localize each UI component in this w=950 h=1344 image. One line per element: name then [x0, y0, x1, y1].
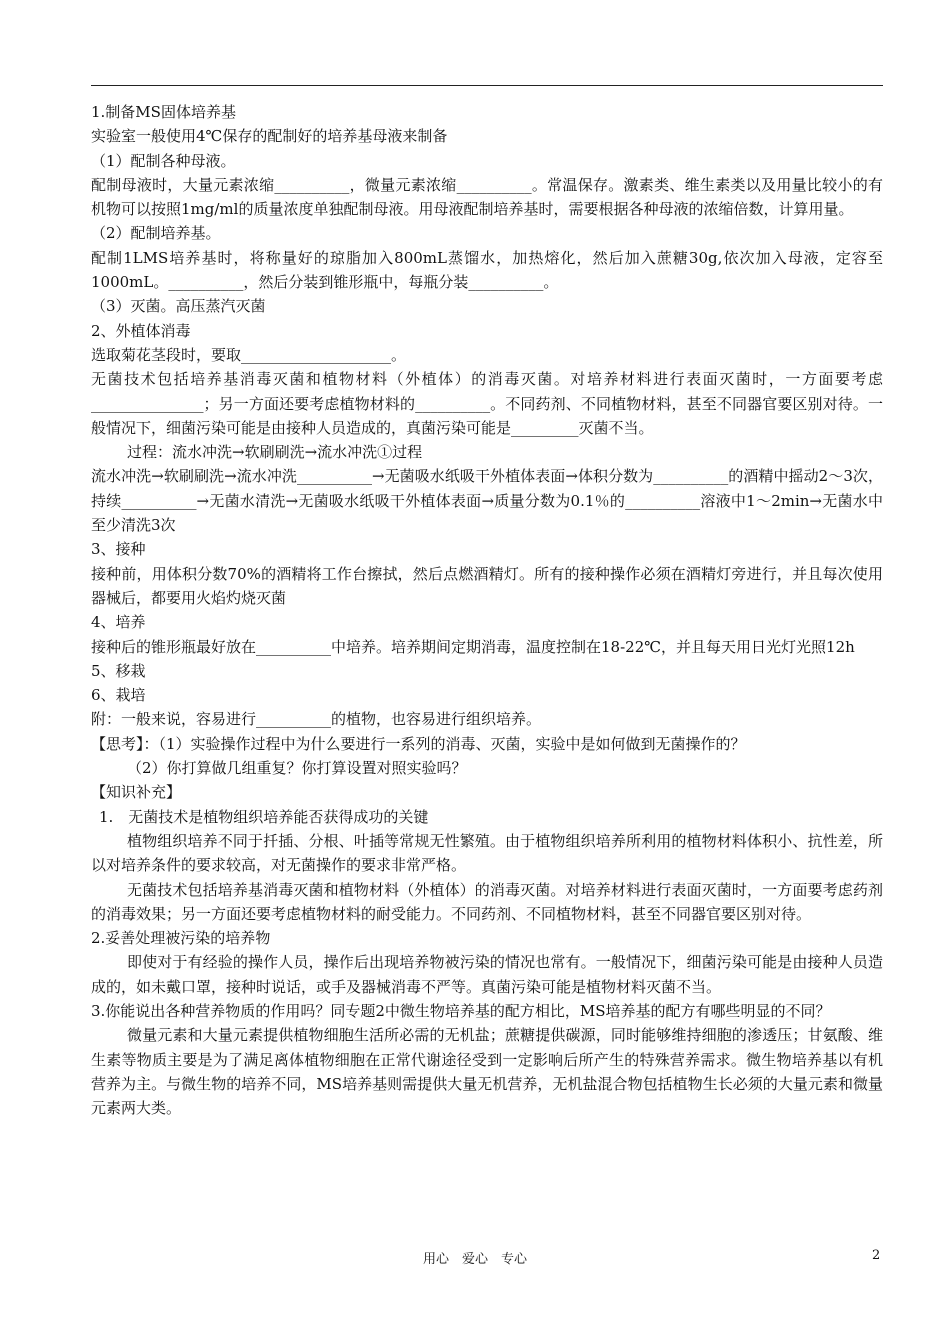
- knowledge-item-heading: 3.你能说出各种营养物质的作用吗？同专题2中微生物培养基的配方相比，MS培养基的配方有哪些明显的不同？: [91, 1001, 831, 1020]
- section-heading-prepare-ms: 1.制备MS固体培养基: [91, 103, 236, 121]
- paragraph: 无菌技术包括培养基消毒灭菌和植物材料（外植体）的消毒灭菌。对培养材料进行表面灭菌时，一方面要考虑_______________；另一方面还要考虑植物材料的__________。不同药剂、不同植物材料，甚至不同器官要区别对待。一般情况下，细菌污染可能是由接种人员造成的，真菌污染可能是_________灭菌不当。: [91, 370, 883, 437]
- knowledge-item-heading: 1. 无菌技术是植物组织培养能否获得成功的关键: [99, 807, 429, 826]
- paragraph: 接种前，用体积分数70%的酒精将工作台擦拭，然后点燃酒精灯。所有的接种操作必须在酒精灯旁进行，并且每次使用器械后，都要用火焰灼烧灭菌: [91, 564, 883, 607]
- knowledge-item-heading: 2.妥善处理被污染的培养物: [91, 929, 271, 948]
- section-heading-inoculation: 3、接种: [91, 540, 146, 559]
- document-body: [91, 100, 883, 1120]
- thinking-question: 【思考】：（1）实验操作过程中为什么要进行一系列的消毒、灭菌，实验中是如何做到无菌操作的？: [91, 734, 746, 753]
- knowledge-heading: 【知识补充】: [91, 783, 182, 802]
- section-heading-disinfection: 2、外植体消毒: [91, 321, 191, 340]
- section-heading-cultivation: 6、栽培: [91, 686, 146, 705]
- paragraph: 无菌技术包括培养基消毒灭菌和植物材料（外植体）的消毒灭菌。对培养材料进行表面灭菌时，一方面要考虑药剂的消毒效果；另一方面还要考虑植物材料的耐受能力。不同药剂、不同植物材料，甚至不同器官要区别对待。: [91, 880, 883, 923]
- footer-motto: 用心 爱心 专心: [422, 1252, 527, 1267]
- subheading: （2）配制培养基。: [91, 224, 221, 243]
- paragraph: 配制母液时，大量元素浓缩__________，微量元素浓缩__________。常温保存。激素类、维生素类以及用量比较小的有机物可以按照1mg/ml的质量浓度单独配制母液。用母液配制培养基时，需要根据各种母液的浓缩倍数，计算用量。: [91, 175, 883, 219]
- paragraph: 附：一般来说，容易进行__________的植物，也容易进行组织培养。: [91, 710, 542, 729]
- section-heading-culture: 4、培养: [91, 613, 146, 632]
- paragraph: 植物组织培养不同于扦插、分根、叶插等常规无性繁殖。由于植物组织培养所利用的植物材料体积小、抗性差，所以对培养条件的要求较高，对无菌操作的要求非常严格。: [91, 831, 883, 875]
- subheading: （1）配制各种母液。: [91, 151, 236, 170]
- subheading: （3）灭菌。高压蒸汽灭菌: [91, 297, 266, 316]
- header-rule: [91, 85, 883, 86]
- paragraph: 流水冲洗→软刷刷洗→流水冲洗__________→无菌吸水纸吸干外植体表面→体积分数为__________的酒精中摇动2～3次，持续__________→无菌水清洗→无菌吸水纸吸干外植体表面→质量分数为0.1％的__________溶液中1～2min→无菌水中至少清洗3次: [91, 467, 883, 535]
- paragraph: 接种后的锥形瓶最好放在__________中培养。培养期间定期消毒，温度控制在18-22℃，并且每天用日光灯光照12h: [91, 637, 855, 656]
- paragraph: 微量元素和大量元素提供植物细胞生活所必需的无机盐；蔗糖提供碳源，同时能够维持细胞的渗透压；甘氨酸、维生素等物质主要是为了满足离体植物细胞在正常代谢途径受到一定影响后所产生的特殊营养需求。微生物培养基以有机营养为主。与微生物的培养不同，MS培养基则需提供大量无机营养，无机盐混合物包括植物生长必须的大量元素和微量元素两大类。: [91, 1026, 883, 1118]
- paragraph: 过程：流水冲洗→软刷刷洗→流水冲洗①过程: [127, 443, 423, 462]
- thinking-question: （2）你打算做几组重复？你打算设置对照实验吗？: [127, 759, 467, 778]
- paragraph: 实验室一般使用4℃保存的配制好的培养基母液来制备: [91, 127, 448, 146]
- page-number: 2: [872, 1248, 881, 1263]
- section-heading-transplant: 5、移栽: [91, 661, 146, 680]
- paragraph: 选取菊花茎段时，要取____________________。: [91, 345, 407, 364]
- paragraph: 配制1LMS培养基时，将称量好的琼脂加入800mL蒸馏水，加热熔化，然后加入蔗糖30g,依次加入母液，定容至1000mL。__________，然后分装到锥形瓶中，每瓶分装__________。: [91, 248, 883, 292]
- paragraph: 即使对于有经验的操作人员，操作后出现培养物被污染的情况也常有。一般情况下，细菌污染可能是由接种人员造成的，如未戴口罩，接种时说话，或手及器械消毒不严等。真菌污染可能是植物材料灭菌不当。: [91, 953, 883, 996]
